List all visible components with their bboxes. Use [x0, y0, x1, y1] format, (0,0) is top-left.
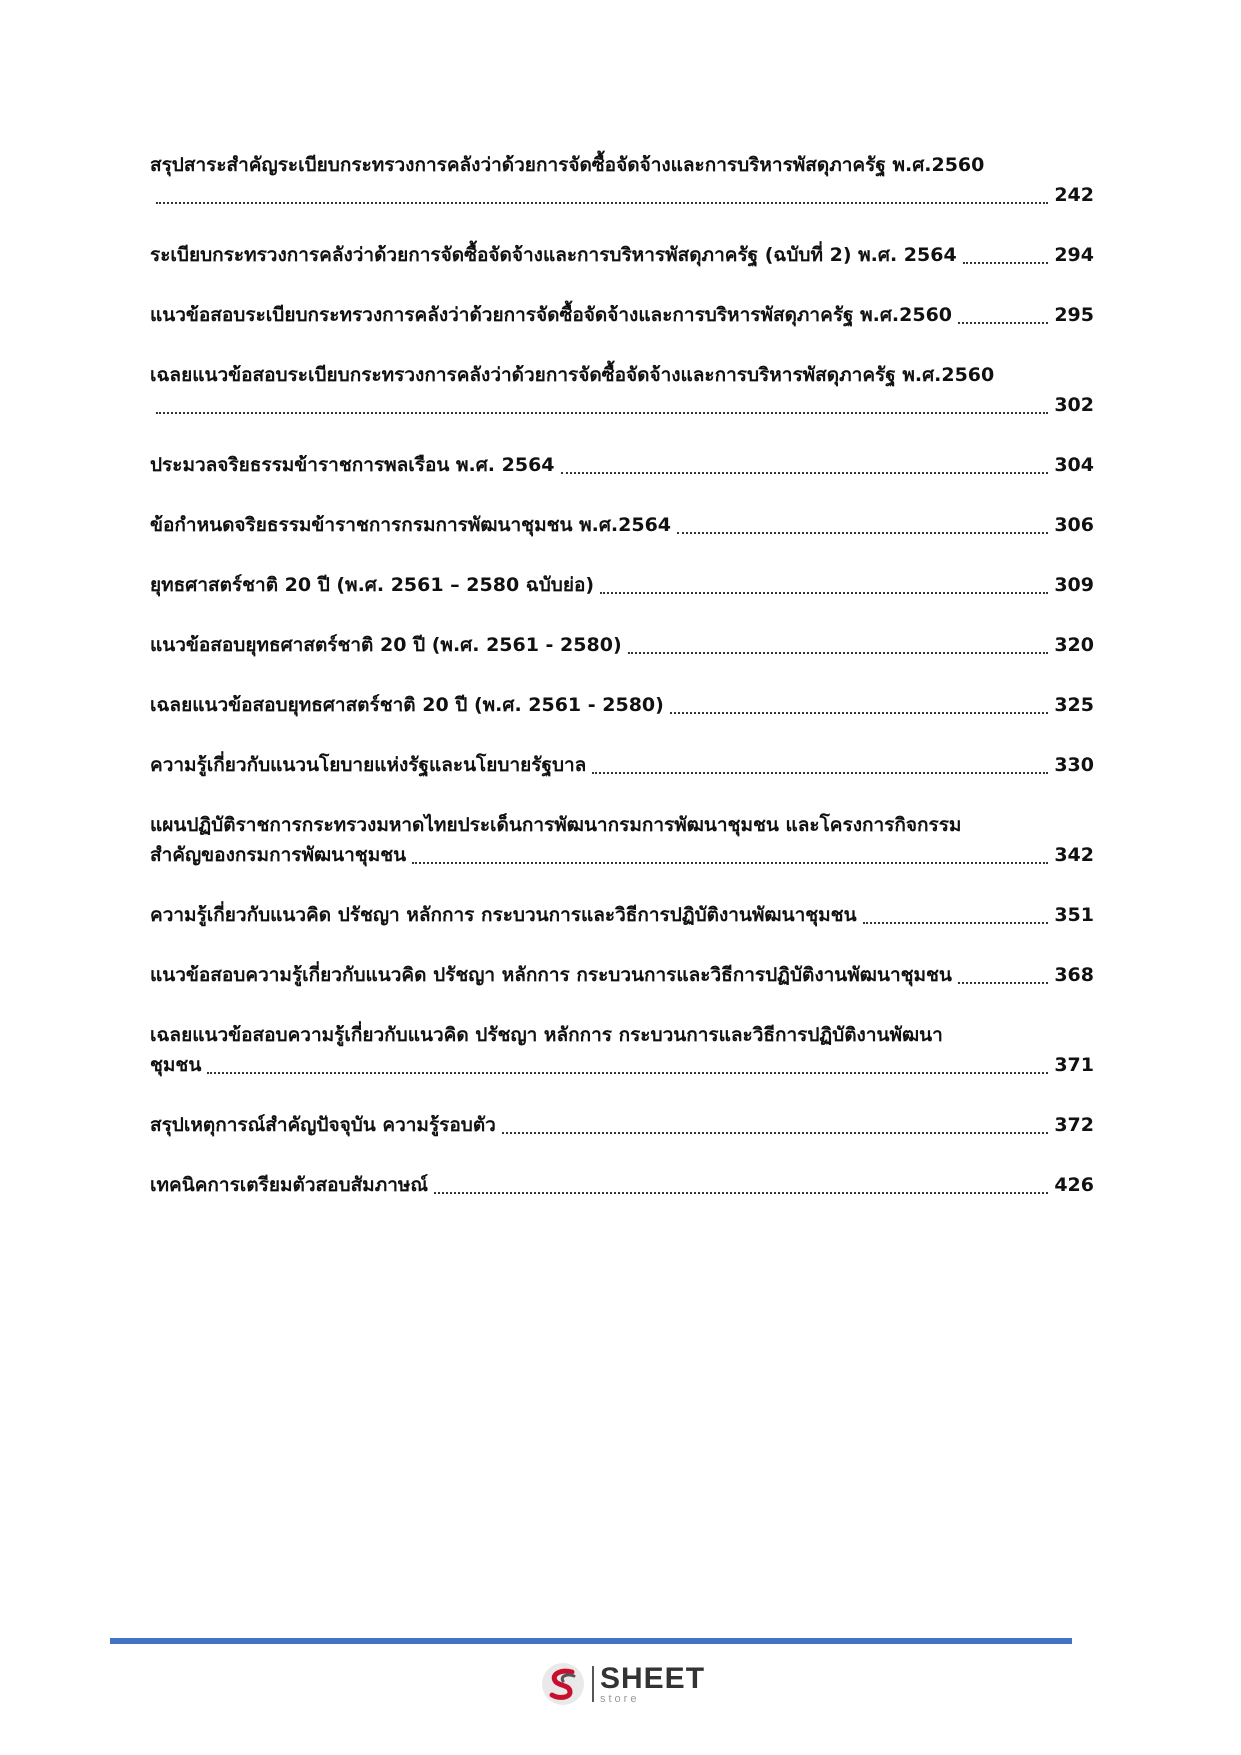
toc-page-number: 342 [1054, 844, 1094, 866]
toc-entry-title: ความรู้เกี่ยวกับแนวนโยบายแห่งรัฐและนโยบายรัฐบาล [150, 754, 587, 776]
toc-entry-title: ประมวลจริยธรรมข้าราชการพลเรือน พ.ศ. 2564 [150, 454, 555, 476]
toc-entry[interactable] [150, 690, 1094, 720]
dot-leader [434, 1174, 1048, 1194]
toc-entry-title: แนวข้อสอบระเบียบกระทรวงการคลังว่าด้วยการจัดซื้อจัดจ้างและการบริหารพัสดุภาครัฐ พ.ศ.2560 [150, 304, 953, 326]
toc-page-number: 242 [1054, 184, 1094, 206]
toc-page-number: 368 [1054, 964, 1094, 986]
toc-entry[interactable] [150, 1110, 1094, 1140]
toc-entry[interactable] [150, 510, 1094, 540]
toc-entry-title: เฉลยแนวข้อสอบยุทธศาสตร์ชาติ 20 ปี (พ.ศ. 2561 - 2580) [150, 694, 664, 716]
toc-entry[interactable] [150, 1170, 1094, 1200]
dot-leader [670, 694, 1048, 714]
toc-entry[interactable] [150, 240, 1094, 270]
dot-leader [600, 574, 1048, 594]
dot-leader [628, 634, 1049, 654]
toc-entry-title: แนวข้อสอบยุทธศาสตร์ชาติ 20 ปี (พ.ศ. 2561 - 2580) [150, 634, 622, 656]
toc-entry-title: เฉลยแนวข้อสอบระเบียบกระทรวงการคลังว่าด้วยการจัดซื้อจัดจ้างและการบริหารพัสดุภาครัฐ พ.ศ.2560 [150, 364, 995, 386]
toc-page-number: 325 [1054, 694, 1094, 716]
logo-separator [592, 1666, 594, 1702]
toc-entry-title: แนวข้อสอบความรู้เกี่ยวกับแนวคิด ปรัชญา หลักการ กระบวนการและวิธีการปฏิบัติงานพัฒนาชุมชน [150, 964, 952, 986]
dot-leader [502, 1114, 1048, 1134]
toc-page-number: 426 [1054, 1174, 1094, 1196]
dot-leader [958, 304, 1048, 324]
toc-entry-title: สรุปเหตุการณ์สำคัญปัจจุบัน ความรู้รอบตัว [150, 1114, 496, 1136]
dot-leader [592, 754, 1048, 774]
toc-page-number: 294 [1054, 244, 1094, 266]
dot-leader [677, 514, 1048, 534]
toc-entry-title: ยุทธศาสตร์ชาติ 20 ปี (พ.ศ. 2561 – 2580 ฉบับย่อ) [150, 574, 595, 596]
toc-entry[interactable] [150, 450, 1094, 480]
toc-entry[interactable] [150, 570, 1094, 600]
dot-leader [958, 964, 1048, 984]
toc-entry[interactable] [150, 360, 1094, 420]
toc-entry[interactable] [150, 810, 1094, 870]
toc-page-number: 320 [1054, 634, 1094, 656]
toc-entry[interactable] [150, 750, 1094, 780]
table-of-contents [150, 150, 1094, 1230]
toc-entry[interactable] [150, 150, 1094, 210]
toc-entry-title: สรุปสาระสำคัญระเบียบกระทรวงการคลังว่าด้วยการจัดซื้อจัดจ้างและการบริหารพัสดุภาครัฐ พ.ศ.2560 [150, 154, 985, 176]
toc-entry[interactable] [150, 300, 1094, 330]
dot-leader [412, 844, 1048, 864]
toc-page-number: 351 [1054, 904, 1094, 926]
toc-entry-title-continued: สำคัญของกรมการพัฒนาชุมชน [150, 844, 407, 866]
dot-leader [863, 904, 1049, 924]
toc-page-number: 306 [1054, 514, 1094, 536]
toc-page-number: 330 [1054, 754, 1094, 776]
dot-leader [156, 184, 1048, 204]
toc-entry[interactable] [150, 960, 1094, 990]
toc-page-number: 372 [1054, 1114, 1094, 1136]
logo-subtitle: store [600, 1692, 640, 1705]
toc-entry[interactable] [150, 630, 1094, 660]
toc-page-number: 295 [1054, 304, 1094, 326]
toc-entry[interactable] [150, 1020, 1094, 1080]
toc-entry-title: ข้อกำหนดจริยธรรมข้าราชการกรมการพัฒนาชุมชน พ.ศ.2564 [150, 514, 672, 536]
footer-rule [110, 1638, 1072, 1644]
sheet-store-logo-icon [540, 1661, 586, 1707]
toc-entry-title: ระเบียบกระทรวงการคลังว่าด้วยการจัดซื้อจัดจ้างและการบริหารพัสดุภาครัฐ (ฉบับที่ 2) พ.ศ. 2564 [150, 244, 957, 266]
toc-page-number: 302 [1054, 394, 1094, 416]
dot-leader [156, 394, 1048, 414]
dot-leader [207, 1054, 1048, 1074]
toc-entry-title: แผนปฏิบัติราชการกระทรวงมหาดไทยประเด็นการพัฒนากรมการพัฒนาชุมชน และโครงการกิจกรรม [150, 814, 962, 836]
toc-entry-title-continued: ชุมชน [150, 1054, 202, 1076]
toc-page-number: 304 [1054, 454, 1094, 476]
toc-page-number: 371 [1054, 1054, 1094, 1076]
sheet-store-logo [540, 1660, 705, 1708]
toc-page-number: 309 [1054, 574, 1094, 596]
toc-entry[interactable] [150, 900, 1094, 930]
logo-brand: SHEET [600, 1661, 706, 1695]
toc-entry-title: ความรู้เกี่ยวกับแนวคิด ปรัชญา หลักการ กระบวนการและวิธีการปฏิบัติงานพัฒนาชุมชน [150, 904, 857, 926]
dot-leader [963, 244, 1049, 264]
toc-entry-title: เทคนิคการเตรียมตัวสอบสัมภาษณ์ [150, 1174, 429, 1196]
dot-leader [561, 454, 1049, 474]
toc-entry-title: เฉลยแนวข้อสอบความรู้เกี่ยวกับแนวคิด ปรัชญา หลักการ กระบวนการและวิธีการปฏิบัติงานพัฒนา [150, 1024, 943, 1046]
